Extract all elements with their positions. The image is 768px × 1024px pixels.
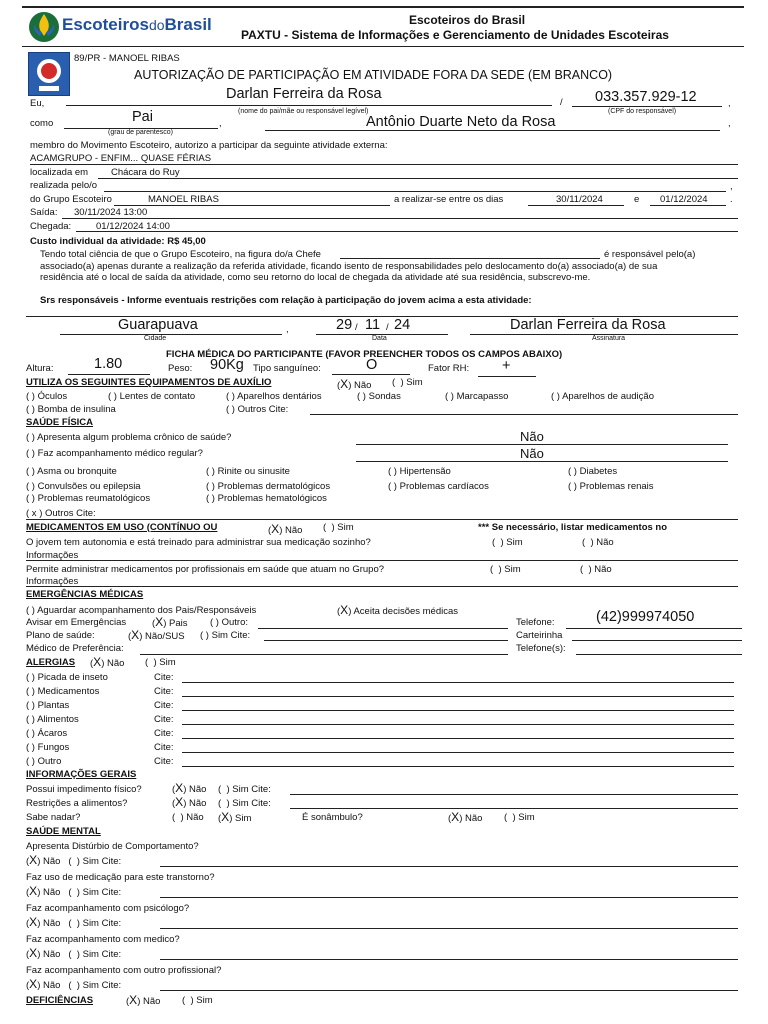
comma: , [728,118,731,129]
equip-oculos[interactable]: ( ) Óculos [26,391,68,402]
altura-field[interactable]: 1.80 [94,356,123,372]
informacoes-label: Informações [26,550,79,561]
avisar-outro-line [258,628,508,629]
date-start-line [528,205,624,206]
date-day[interactable]: 29 [336,317,353,333]
fisico-nao[interactable]: (X) Não [172,781,207,795]
tendo-text-1b: é responsável pelo(a) [604,249,696,260]
equip-title: UTILIZA OS SEGUINTES EQUIPAMENTOS DE AUXÍLIO [26,377,272,388]
cite-label: Cite: [154,672,174,683]
meds-nao[interactable]: (X) Não [268,522,303,536]
telefone-label: Telefone: [516,617,555,628]
medical-title: FICHA MÉDICA DO PARTICIPANTE (FAVOR PREENCHER TODOS OS CAMPOS ABAIXO) [166,349,563,360]
top-rule [22,6,744,8]
peso-field[interactable]: 90Kg [210,357,244,373]
q-nadar: Sabe nadar? [26,812,81,823]
alergia-line [182,752,734,753]
medico-line [140,654,508,655]
comma: , [728,98,731,109]
relation-field[interactable]: Pai [132,109,153,125]
cite-label: Cite: [154,686,174,697]
cond-convulsoes[interactable]: ( ) Convulsões ou epilepsia [26,481,141,492]
emerg-aceita[interactable]: (X) Aceita decisões médicas [337,603,459,617]
deficiencias-title: DEFICIÊNCIAS [26,995,94,1006]
alergia-fungos[interactable]: ( ) Fungos [26,742,70,753]
equip-lentes[interactable]: ( ) Lentes de contato [108,391,196,402]
rh-label: Fator RH: [428,363,470,374]
chegada-line [76,231,738,232]
city-field[interactable]: Guarapuava [118,317,198,333]
custo-text: Custo individual da atividade: R$ 45,00 [30,236,206,247]
plano-sim[interactable]: ( ) Sim Cite: [200,630,251,641]
telefones-label: Telefone(s): [516,643,566,654]
city-line [60,334,282,335]
parent-name-line [66,105,552,106]
alergia-line [182,696,734,697]
deficiencias-nao[interactable]: (X) Não [126,993,161,1007]
cronico-line [356,444,728,445]
avisar-pais[interactable]: (X) Pais [152,615,188,629]
alimentos-line [290,808,738,809]
cond-renais[interactable]: ( ) Problemas renais [568,481,654,492]
header-rule [22,46,744,47]
period: . [730,194,733,205]
youth-name-line [265,130,720,131]
saida-field[interactable]: 30/11/2024 13:00 [74,207,148,218]
relation-hint: (grau de parentesco) [108,129,173,136]
mental-line [160,897,738,898]
tendo-text-1: Tendo total ciência de que o Grupo Escoteiro, na figura do/a Chefe [40,249,321,260]
plano-nao-sus[interactable]: (X) Não/SUS [128,628,185,642]
cite-label: Cite: [154,728,174,739]
alergia-inseto[interactable]: ( ) Picada de inseto [26,672,108,683]
alergia-medicamentos[interactable]: ( ) Medicamentos [26,686,100,697]
eu-label: Eu, [30,98,45,109]
saida-label: Saída: [30,207,58,218]
comma: , [219,118,222,129]
sonambulo-sim[interactable]: ( ) Sim [504,812,535,823]
alergia-line [182,724,734,725]
carteirinha-label: Carteirinha [516,630,563,641]
alergia-outro[interactable]: ( ) Outro [26,756,62,767]
alergia-acaros[interactable]: ( ) Ácaros [26,728,68,739]
avisar-outro[interactable]: ( ) Outro: [210,617,249,628]
cond-hipertensao[interactable]: ( ) Hipertensão [388,466,451,477]
cond-asma[interactable]: ( ) Asma ou bronquite [26,466,117,477]
youth-name-field[interactable]: Antônio Duarte Neto da Rosa [366,114,556,130]
mental-q-medico: Faz acompanhamento com medico? [26,934,180,945]
q-fisico: Possui impedimento físico? [26,784,142,795]
e-label: e [634,194,640,205]
mental-q-outro: Faz acompanhamento com outro profissional? [26,965,222,976]
cite-label: Cite: [154,756,174,767]
dias-label: a realizar-se entre os dias [394,194,504,205]
mental-a-outro[interactable]: (X) Não ( ) Sim Cite: [26,977,122,991]
cond-reumato[interactable]: ( ) Problemas reumatológicos [26,493,151,504]
meds-title: MEDICAMENTOS EM USO (CONTÍNUO OU [26,522,218,533]
equip-nao[interactable]: (X) Não [337,377,372,391]
tipo-line [332,374,410,375]
chefe-line [340,258,600,259]
q-alimentos: Restrições a alimentos? [26,798,128,809]
location-line [98,178,738,179]
carteirinha-line [572,640,742,641]
mental-a-comportamento[interactable]: (X) Não ( ) Sim Cite: [26,853,122,867]
meds-sim[interactable]: ( ) Sim [323,522,354,533]
chegada-field[interactable]: 01/12/2024 14:00 [96,221,170,232]
plano-line [264,640,508,641]
cond-rinite[interactable]: ( ) Rinite ou sinusite [206,466,290,477]
cite-label: Cite: [154,700,174,711]
alergias-nao[interactable]: (X) Não [90,655,125,669]
a-cronico[interactable]: Não [520,429,544,444]
info-line [26,560,738,561]
name-hint: (nome do pai/mãe ou responsável legível) [238,108,369,115]
emerg-aguardar[interactable]: ( ) Aguardar acompanhamento dos Pais/Responsáveis [26,605,257,616]
info-line-2 [26,586,738,587]
permite-sim[interactable]: ( ) Sim [490,564,521,575]
nadar-nao[interactable]: ( ) Não [172,812,204,823]
group-badge-icon [28,52,70,96]
peso-label: Peso: [168,363,193,374]
equip-outros[interactable]: ( ) Outros Cite: [226,404,289,415]
telefone-line [566,628,742,629]
permite-nao[interactable]: ( ) Não [580,564,612,575]
alergia-alimentos[interactable]: ( ) Alimentos [26,714,79,725]
tendo-text-3: residência até o local de saída da atividade, como seu retorno do local de chegada da atividade até sua residência, subscrevo-me. [40,272,591,283]
group-code: 89/PR - MANOEL RIBAS [74,53,180,64]
date-start-field[interactable]: 30/11/2024 [556,194,603,205]
q-cronico[interactable]: ( ) Apresenta algum problema crônico de saúde? [26,432,232,443]
como-label: como [30,118,54,129]
tendo-text-2: associado(a) apenas durante a realização da referida atividade, ficando isento de responsabilidades pelo deslocamento do(a) associado(a) de sua [40,261,658,272]
acomp-line [356,461,728,462]
mental-q-psicologo: Faz acompanhamento com psicólogo? [26,903,190,914]
equip-aparelhos-dentarios[interactable]: ( ) Aparelhos dentários [226,391,322,402]
equip-sondas[interactable]: ( ) Sondas [357,391,401,402]
mental-line [160,866,738,867]
tipo-label: Tipo sanguíneo: [253,363,321,374]
equip-marcapasso[interactable]: ( ) Marcapasso [445,391,509,402]
info-title: INFORMAÇÕES GERAIS [26,769,137,780]
tipo-field[interactable]: O [366,357,378,373]
mental-line [160,959,738,960]
assinatura-label: Assinatura [592,335,626,342]
location-field[interactable]: Chácara do Ruy [111,167,180,178]
cpf-line [572,106,722,107]
group-line [114,205,390,206]
equip-sim[interactable]: ( ) Sim [392,377,423,388]
q-autonomia: O jovem tem autonomia e está treinado para administrar sua medicação sozinho? [26,537,371,548]
cond-hemato[interactable]: ( ) Problemas hematológicos [206,493,327,504]
membro-text: membro do Movimento Escoteiro, autorizo a participar da seguinte atividade externa: [30,140,388,151]
comma: , [286,324,289,335]
comma: , [730,181,733,192]
mental-q-medicacao: Faz uso de medicação para este transtorno? [26,872,215,883]
localizada-label: localizada em [30,167,89,178]
mental-q-comportamento: Apresenta Distúrbio de Comportamento? [26,841,199,852]
alergia-line [182,738,734,739]
alergia-plantas[interactable]: ( ) Plantas [26,700,70,711]
alimentos-nao[interactable]: (X) Não [172,795,207,809]
fisico-line [290,794,738,795]
activity-line [30,164,738,165]
alergia-line [182,710,734,711]
equip-outros-line [310,414,738,415]
parent-name-field[interactable]: Darlan Ferreira da Rosa [226,86,382,102]
mental-title: SAÚDE MENTAL [26,826,101,837]
data-label: Data [372,335,387,342]
q-permite: Permite administrar medicamentos por profissionais em saúde que atuam no Grupo? [26,564,385,575]
a-acomp[interactable]: Não [520,446,544,461]
mental-a-medicacao[interactable]: (X) Não ( ) Sim Cite: [26,884,122,898]
rh-field[interactable]: + [502,358,511,374]
altura-line [68,374,150,375]
telefones-line [576,654,742,655]
date-slash: / [355,322,358,333]
equip-insulina[interactable]: ( ) Bomba de insulina [26,404,116,415]
avisar-label: Avisar em Emergências [26,617,127,628]
deficiencias-sim[interactable]: ( ) Sim [182,995,213,1006]
date-slash: / [386,322,389,333]
form-title: AUTORIZAÇÃO DE PARTICIPAÇÃO EM ATIVIDADE FORA DA SEDE (EM BRANCO) [134,68,613,82]
brand-logotype: EscoteirosdoBrasil [62,15,212,34]
cond-diabetes[interactable]: ( ) Diabetes [568,466,618,477]
alergia-line [182,682,734,683]
date-end-line [650,205,726,206]
mental-a-medico[interactable]: (X) Não ( ) Sim Cite: [26,946,122,960]
date-end-field[interactable]: 01/12/2024 [660,194,708,205]
cite-label: Cite: [154,714,174,725]
informacoes-label-2: Informações [26,576,79,587]
org-name: Escoteiros do Brasil [409,13,526,27]
autonomia-nao[interactable]: ( ) Não [582,537,614,548]
q-acomp[interactable]: ( ) Faz acompanhamento médico regular? [26,448,203,459]
cond-dermato[interactable]: ( ) Problemas dermatológicos [206,481,331,492]
medico-label: Médico de Preferência: [26,643,124,654]
fisico-sim[interactable]: ( ) Sim Cite: [218,784,271,795]
plano-label: Plano de saúde: [26,630,95,641]
saida-line [62,218,738,219]
sonambulo-nao[interactable]: (X) Não [448,810,483,824]
mental-line [160,928,738,929]
cidade-label: Cidade [144,335,167,342]
cpf-field[interactable]: 033.357.929-12 [595,89,697,105]
cond-outros[interactable]: ( x ) Outros Cite: [26,508,96,519]
alergia-line [182,766,734,767]
cond-cardiacos[interactable]: ( ) Problemas cardíacos [388,481,489,492]
activity-field[interactable]: ACAMGRUPO - ENFIM... QUASE FÉRIAS [30,153,212,164]
rh-line [478,376,536,377]
equip-audicao[interactable]: ( ) Aparelhos de audição [551,391,654,402]
system-name: PAXTU - Sistema de Informações e Gerenciamento de Unidades Escoteiras [241,28,669,42]
autonomia-sim[interactable]: ( ) Sim [492,537,523,548]
signature-field[interactable]: Darlan Ferreira da Rosa [510,317,666,333]
fleur-de-lis-logo-icon [28,10,60,44]
date-month[interactable]: 11 [365,317,381,333]
telefone-field[interactable]: (42)999974050 [596,609,695,625]
mental-line [160,990,738,991]
meds-note: *** Se necessário, listar medicamentos no [478,522,668,533]
emerg-title: EMERGÊNCIAS MÉDICAS [26,589,144,600]
outros-line [26,519,738,520]
cpf-hint: (CPF do responsável) [608,108,677,115]
realizada-line [104,191,726,192]
realizada-label: realizada pelo/o [30,180,98,191]
alimentos-sim[interactable]: ( ) Sim Cite: [218,798,271,809]
date-year[interactable]: 24 [394,317,411,333]
mental-a-psicologo[interactable]: (X) Não ( ) Sim Cite: [26,915,122,929]
srs-text: Srs responsáveis - Informe eventuais restrições com relação à participação do jovem acima a esta atividade: [40,295,532,306]
nadar-sim[interactable]: (X) Sim [218,810,252,824]
cite-label: Cite: [154,742,174,753]
chegada-label: Chegada: [30,221,72,232]
altura-label: Altura: [26,363,54,374]
slash-sep: / [560,97,563,108]
group-field[interactable]: MANOEL RIBAS [148,194,219,205]
grupo-label: do Grupo Escoteiro [30,194,112,205]
q-sonambulo: É sonâmbulo? [302,812,363,823]
alergias-sim[interactable]: ( ) Sim [145,657,176,668]
alergias-title: ALERGIAS [26,657,76,668]
saude-title: SAÚDE FÍSICA [26,417,94,428]
